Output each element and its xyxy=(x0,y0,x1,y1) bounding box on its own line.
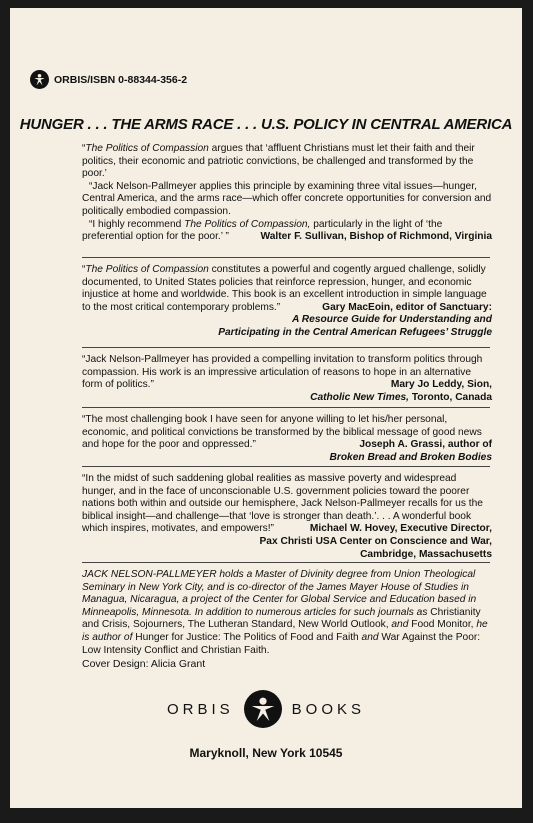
isbn-row xyxy=(30,70,187,89)
divider xyxy=(82,347,490,348)
publication-title: Catholic New Times, xyxy=(310,391,409,403)
quote-block-1: “The Politics of Compassion argues that ‘affluent Christians must let their faith and their politics, their economic and patriotic convictions, be challenged and transformed by the poor.’ “Jack Nelson-Pallmeyer applies this principle by examining three vital issues—hunger, Central America, and the arms race—which offer concrete opportunities for conversion and politically embodied compassion. “I highly recommend The Politics of Compassion, particularly in the light of ‘the preferential option for the poor.’ ” Walter F. Sullivan, Bishop of Richmond, Virginia xyxy=(82,143,492,243)
quote-text: constitutes a powerful and cogently argued challenge, solidly documented, to United States policies that reinforce repression, hunger, and economic injustice at home and worldwide. This book is an excellent introduction in simple language to the most critical contemporary problems.” xyxy=(82,264,487,313)
bio-text: and xyxy=(388,619,412,631)
quote-text: argues that ‘affluent Christians must let their faith and their politics, their economic and patriotic convictions, be challenged and transformed by the poor.’ xyxy=(82,143,475,180)
book-title: The Politics of Compassion, xyxy=(184,218,311,230)
divider xyxy=(82,466,490,467)
book-title: Hunger for Justice: The Politics of Food and Faith xyxy=(135,631,359,643)
journal-list: Christianity and Crisis, Sojourners, The Lutheran Standard, New World Outlook, xyxy=(82,606,481,631)
divider xyxy=(82,257,490,258)
orbis-logo-icon xyxy=(244,690,282,728)
publisher-address: Maryknoll, New York 10545 xyxy=(189,746,343,760)
book-title: The Politics of Compassion xyxy=(85,143,209,154)
quote-block-4 xyxy=(82,414,492,464)
quote-text: particularly in the light of ‘the preferential option for the poor.’ ” xyxy=(82,218,443,243)
book-title: War Against the Poor: Low Intensity Conflict and Christian Faith. xyxy=(82,631,481,656)
quote-text: “Jack Nelson-Pallmeyer has provided a compelling invitation to transform politics through compassion. His work is an impressive articulation of reasons to hope in an alternative form of politics.” xyxy=(82,354,483,391)
cover-design-credit: Cover Design: Alicia Grant xyxy=(82,658,206,670)
attribution: Michael W. Hovey, Executive Director, xyxy=(309,523,492,535)
orbis-logo-icon xyxy=(30,70,49,89)
bio-text: and xyxy=(358,631,382,643)
book-back-cover xyxy=(10,8,522,808)
attribution: Participating in the Central American Refugees’ Struggle xyxy=(218,326,492,338)
isbn-text: ORBIS/ISBN 0-88344-356-2 xyxy=(54,73,188,86)
bio-text: JACK NELSON-PALLMEYER holds a Master of Divinity degree from Union Theological Seminary in New York City, and is co-director of the James Mayer House of Studies in Managua, Nicaragua, a project of the Center for Global Service and Education based in Minneapolis, Minnesota. In addition to numerous articles for such journals as xyxy=(82,569,477,618)
quote-text: “In the midst of such saddening global realities as massive poverty and widespread hunger, and in the face of unconscionable U.S. government policies toward the poorer nations both within and outside our hemisphere, Jack Nelson-Pallmeyer recalls for us the biblical insight—and challenge—that ‘love is stronger than death.’. . . A wonderful book which inspires, motivates, and empowers!” xyxy=(82,473,483,535)
divider xyxy=(82,562,490,563)
author-bio xyxy=(82,569,492,657)
publisher-logo xyxy=(10,690,522,728)
attribution: Broken Bread and Broken Bodies xyxy=(329,451,492,463)
bio-text: he is author of xyxy=(82,619,488,643)
quote-text: “I highly recommend xyxy=(89,218,185,230)
quote-block-5 xyxy=(82,473,492,561)
headline: HUNGER . . . THE ARMS RACE . . . U.S. POLICY IN CENTRAL AMERICA xyxy=(19,116,513,133)
attribution: Cambridge, Massachusetts xyxy=(360,548,492,560)
divider xyxy=(82,407,490,408)
journal-name: Food Monitor, xyxy=(411,619,474,631)
attribution: Pax Christi USA Center on Conscience and War, xyxy=(259,535,492,547)
attribution: Joseph A. Grassi, author of xyxy=(359,439,492,451)
publisher-name-left: ORBIS xyxy=(166,700,234,718)
quote-text: “Jack Nelson-Pallmeyer applies this principle by examining three vital issues—hunger, Central America, and the arms race—which offer concrete opportunities for conversion and politically embodied compassion. xyxy=(82,180,492,217)
book-title: The Politics of Compassion xyxy=(85,264,209,275)
attribution: Gary MacEoin, editor of Sanctuary: xyxy=(322,301,492,313)
attribution: A Resource Guide for Understanding and xyxy=(292,314,492,326)
quote-block-3 xyxy=(82,354,492,404)
attribution: Walter F. Sullivan, Bishop of Richmond, Virginia xyxy=(260,231,492,243)
attribution: Mary Jo Leddy, Sion, xyxy=(390,379,492,391)
publisher-name-right: BOOKS xyxy=(291,700,366,718)
quote-block-2: “The Politics of Compassion constitutes a powerful and cogently argued challenge, solidly documented, to United States policies that reinforce repression, hunger, and economic injustice at home and worldwide. This book is an excellent introduction in simple language to the most critical contemporary problems.” Gary MacEoin, editor of Sanctuary: A Resource Guide for Understanding and Participating in the Central American Refugees’ Struggle xyxy=(82,264,492,338)
attribution: Toronto, Canada xyxy=(408,391,492,403)
quote-text: “The most challenging book I have seen for anyone willing to let his/her personal, economic, and political convictions be transformed by the biblical message of good news and hope for the poor and oppressed.” xyxy=(82,414,482,451)
